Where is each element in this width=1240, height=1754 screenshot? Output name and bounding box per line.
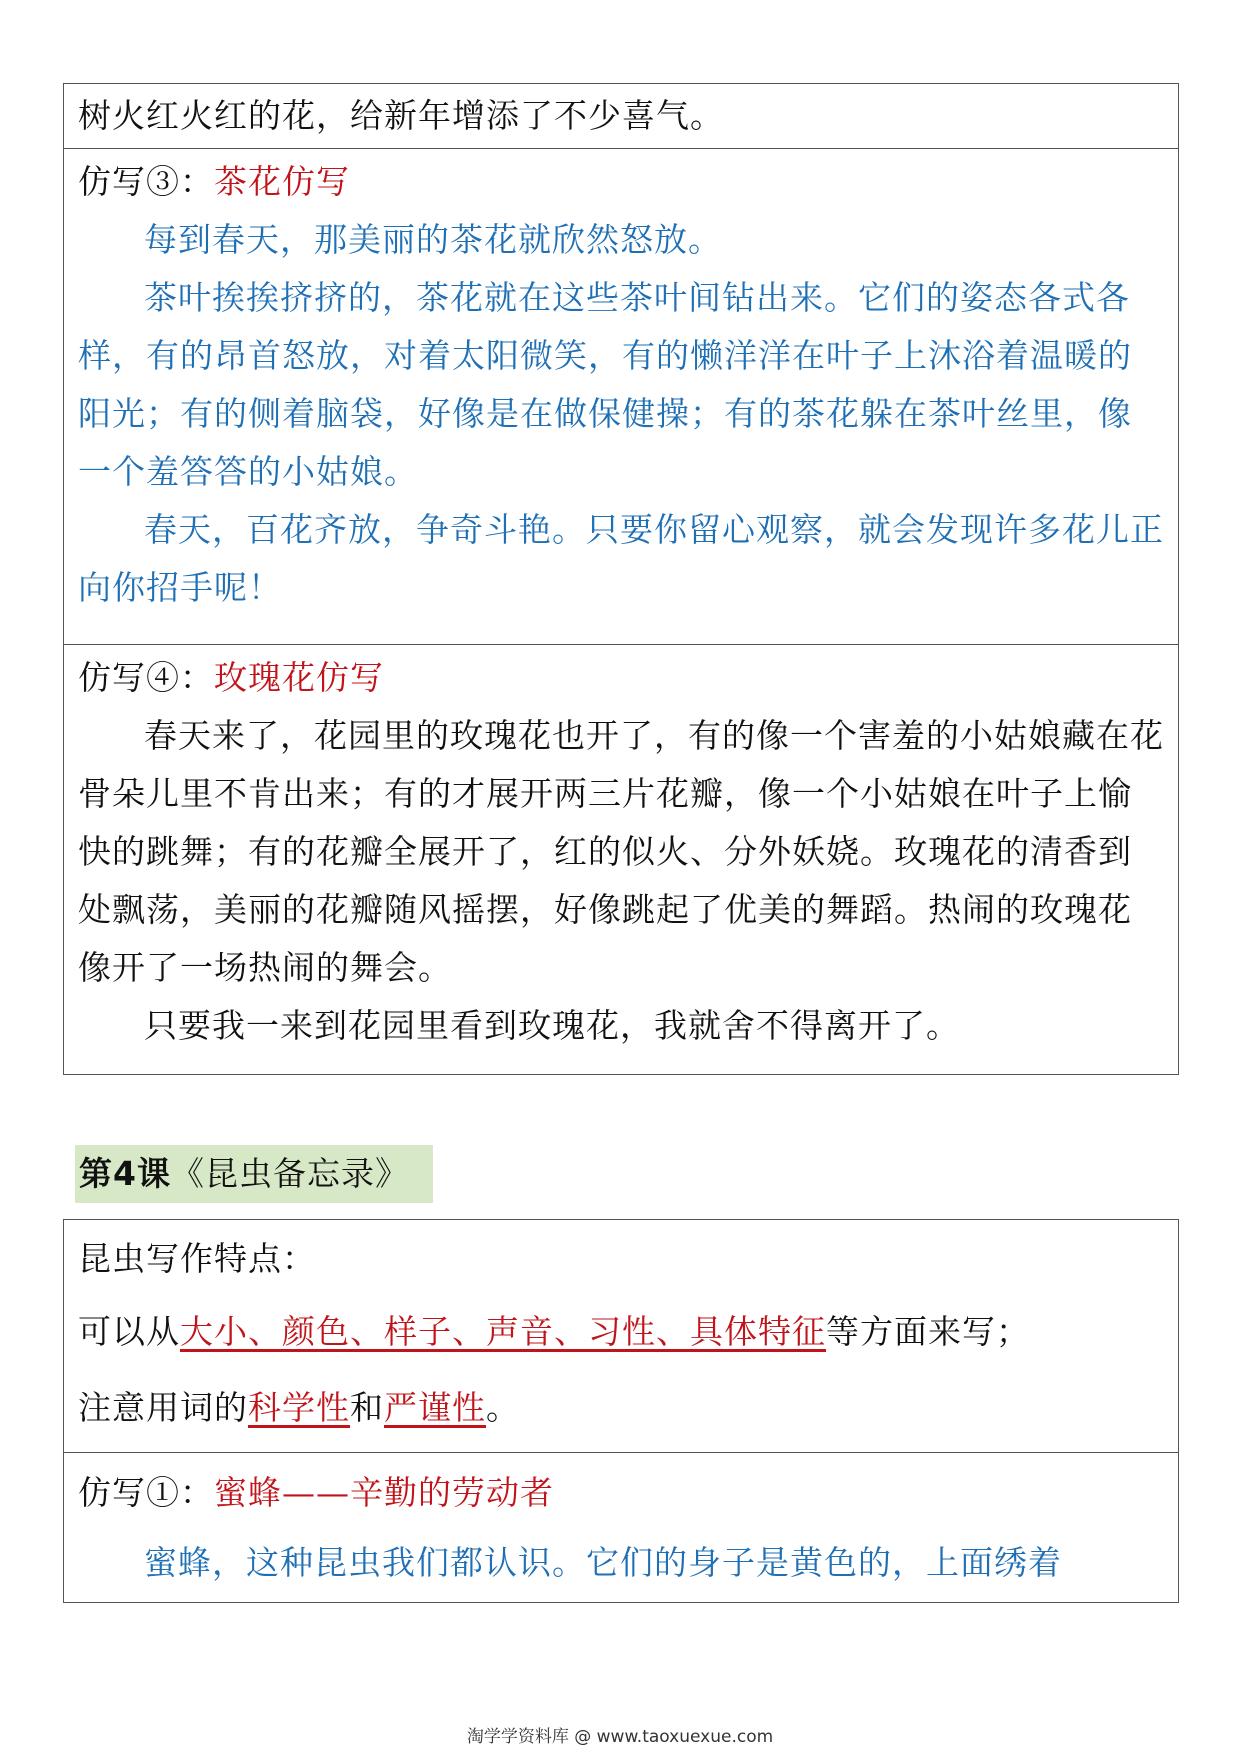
features-prefix: 注意用词的 xyxy=(78,1388,248,1427)
section-rose xyxy=(64,644,1178,1074)
paragraph: 茶叶挨挨挤挤的，茶花就在这些茶叶间钻出来。它们的姿态各式各样，有的昂首怒放，对着太阳微笑，有的懒洋洋在叶子上沐浴着温暖的阳光；有的侧着脑袋，好像是在做保健操；有的茶花躲在茶叶丝里，像一个羞答答的小姑娘。 xyxy=(78,278,1132,491)
paragraph: 春天，百花齐放，争奇斗艳。只要你留心观察，就会发现许多花儿正向你招手呢！ xyxy=(78,510,1164,607)
section-title: 玫瑰花仿写 xyxy=(214,658,384,697)
essay-table-2 xyxy=(63,1219,1179,1603)
features-prefix: 可以从 xyxy=(78,1312,180,1351)
paragraph: 只要我一来到花园里看到玫瑰花，我就舍不得离开了。 xyxy=(144,1006,960,1045)
continued-row xyxy=(64,84,1178,148)
section-label: 仿写④： xyxy=(78,658,214,697)
lesson-title: 《昆虫备忘录》 xyxy=(170,1154,409,1193)
period: 。 xyxy=(486,1388,520,1427)
features-suffix: 等方面来写； xyxy=(826,1312,1030,1351)
features-heading: 昆虫写作特点： xyxy=(78,1239,316,1278)
term-scientific: 科学性 xyxy=(248,1388,350,1427)
section-heading xyxy=(78,649,1164,707)
writing-features xyxy=(64,1220,1178,1452)
lesson-heading xyxy=(75,1145,433,1203)
section-heading xyxy=(78,153,1164,211)
paragraph: 每到春天，那美丽的茶花就欣然怒放。 xyxy=(144,220,722,259)
paragraph: 蜜蜂，这种昆虫我们都认识。它们的身子是黄色的，上面绣着 xyxy=(144,1543,1062,1582)
footer-watermark: 淘学学资料库 @ www.taoxuexue.com xyxy=(466,1727,774,1747)
section-title: 蜜蜂——辛勤的劳动者 xyxy=(214,1473,554,1512)
conjunction: 和 xyxy=(350,1388,384,1427)
section-bee xyxy=(64,1452,1178,1602)
features-highlight: 大小、颜色、样子、声音、习性、具体特征 xyxy=(180,1312,826,1351)
features-line-2 xyxy=(78,1370,1164,1446)
continued-text: 树火红火红的花，给新年增添了不少喜气。 xyxy=(78,96,724,135)
section-title: 茶花仿写 xyxy=(214,162,350,201)
section-label: 仿写①： xyxy=(78,1473,214,1512)
term-rigorous: 严谨性 xyxy=(384,1388,486,1427)
section-camellia xyxy=(64,148,1178,644)
section-heading xyxy=(78,1461,1164,1525)
lesson-number: 第4课 xyxy=(79,1154,171,1193)
essay-table-1 xyxy=(63,83,1179,1075)
features-line-1 xyxy=(78,1294,1164,1370)
paragraph: 春天来了，花园里的玫瑰花也开了，有的像一个害羞的小姑娘藏在花骨朵儿里不肯出来；有的才展开两三片花瓣，像一个小姑娘在叶子上愉快的跳舞；有的花瓣全展开了，红的似火、分外妖娆。玫瑰花的清香到处飘荡，美丽的花瓣随风摇摆，好像跳起了优美的舞蹈。热闹的玫瑰花像开了一场热闹的舞会。 xyxy=(78,716,1164,987)
section-label: 仿写③： xyxy=(78,162,214,201)
